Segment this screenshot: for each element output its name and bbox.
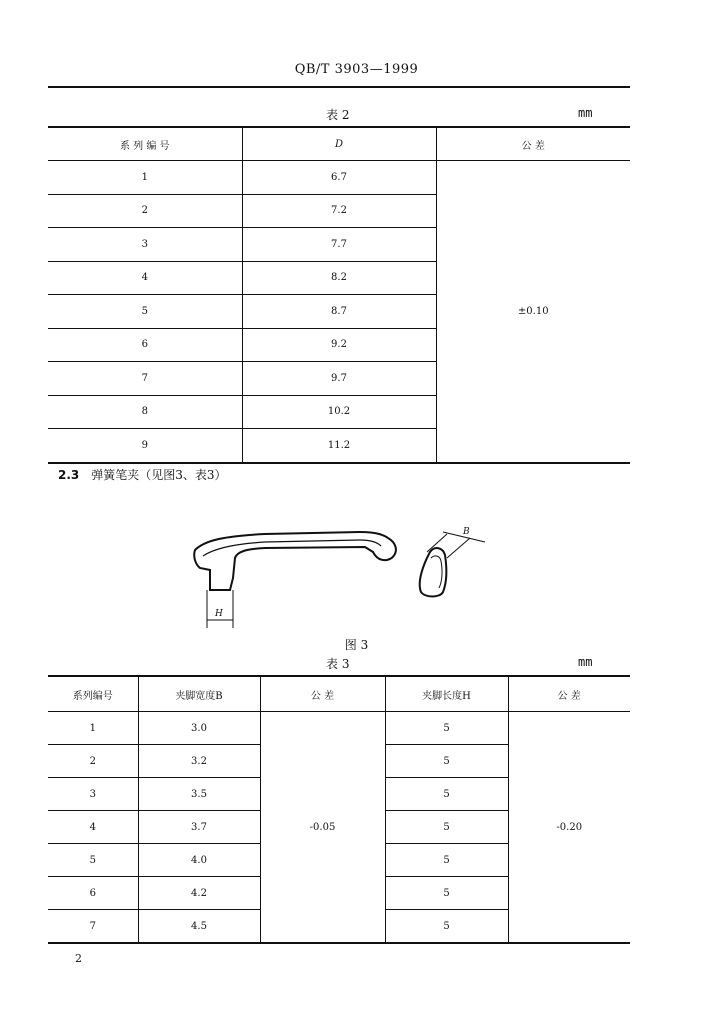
table-row [48, 161, 630, 195]
table3-cell-h: 5 [385, 712, 508, 745]
table3-cell-b: 3.2 [138, 745, 260, 778]
table3-cell-series: 3 [48, 778, 138, 811]
table2-cell-series: 2 [48, 194, 242, 228]
figure-caption: 图 3 [344, 638, 369, 652]
table2-cell-series: 4 [48, 261, 242, 295]
table2-cell-d: 9.7 [242, 362, 436, 396]
table2-cell-series: 7 [48, 362, 242, 396]
table2-cell-d: 7.7 [242, 228, 436, 262]
table3-header-tolerance-h: 公 差 [508, 676, 630, 712]
table3-cell-h: 5 [385, 811, 508, 844]
table3 [48, 675, 630, 944]
table3-cell-series: 1 [48, 712, 138, 745]
table2-unit: mm [578, 106, 593, 120]
table2-cell-d: 8.7 [242, 295, 436, 329]
table-row [48, 712, 630, 745]
figure-label-h: H [215, 609, 223, 619]
table3-tolerance-h: -0.20 [508, 712, 630, 944]
table3-unit: mm [578, 655, 593, 669]
table3-cell-h: 5 [385, 877, 508, 910]
table3-cell-b: 3.0 [138, 712, 260, 745]
table2-cell-d: 7.2 [242, 194, 436, 228]
table2-cell-series: 5 [48, 295, 242, 329]
table3-tolerance-b: -0.05 [260, 712, 385, 944]
table3-cell-b: 4.0 [138, 844, 260, 877]
table3-cell-h: 5 [385, 910, 508, 944]
table3-header-width-b: 夹脚宽度B [138, 676, 260, 712]
spring-clip-figure [185, 520, 505, 635]
table3-cell-b: 3.7 [138, 811, 260, 844]
table3-cell-series: 7 [48, 910, 138, 944]
table2-cell-d: 9.2 [242, 328, 436, 362]
table2-header-d: D [242, 127, 436, 161]
table3-cell-b: 3.5 [138, 778, 260, 811]
table3-caption: 表 3 [326, 657, 350, 671]
table2-cell-d: 10.2 [242, 395, 436, 429]
table2-cell-d: 11.2 [242, 429, 436, 463]
table2-cell-d: 6.7 [242, 161, 436, 195]
table2-caption: 表 2 [326, 108, 350, 122]
table2-header-series: 系 列 编 号 [48, 127, 242, 161]
table2 [48, 126, 630, 464]
table2-tolerance: ±0.10 [436, 161, 630, 463]
table3-cell-b: 4.5 [138, 910, 260, 944]
table3-header-tolerance-b: 公 差 [260, 676, 385, 712]
table3-cell-series: 4 [48, 811, 138, 844]
table3-cell-series: 5 [48, 844, 138, 877]
table2-cell-series: 8 [48, 395, 242, 429]
table3-cell-series: 2 [48, 745, 138, 778]
standard-number: QB/T 3903—1999 [294, 62, 419, 77]
page-number: 2 [75, 952, 82, 965]
table3-cell-h: 5 [385, 778, 508, 811]
table3-cell-series: 6 [48, 877, 138, 910]
section-title: 弹簧笔夹（见图3、表3） [91, 468, 227, 482]
header-rule [48, 86, 630, 88]
table3-cell-h: 5 [385, 745, 508, 778]
table2-cell-series: 9 [48, 429, 242, 463]
section-number: 2.3 [58, 468, 80, 482]
section-heading [58, 466, 227, 483]
table2-cell-series: 6 [48, 328, 242, 362]
figure-label-b: B [463, 527, 470, 537]
table3-header-series: 系列编号 [48, 676, 138, 712]
table3-header-length-h: 夹脚长度H [385, 676, 508, 712]
table3-cell-b: 4.2 [138, 877, 260, 910]
table2-cell-d: 8.2 [242, 261, 436, 295]
table3-cell-h: 5 [385, 844, 508, 877]
table2-cell-series: 1 [48, 161, 242, 195]
table2-cell-series: 3 [48, 228, 242, 262]
table2-header-tolerance: 公 差 [436, 127, 630, 161]
